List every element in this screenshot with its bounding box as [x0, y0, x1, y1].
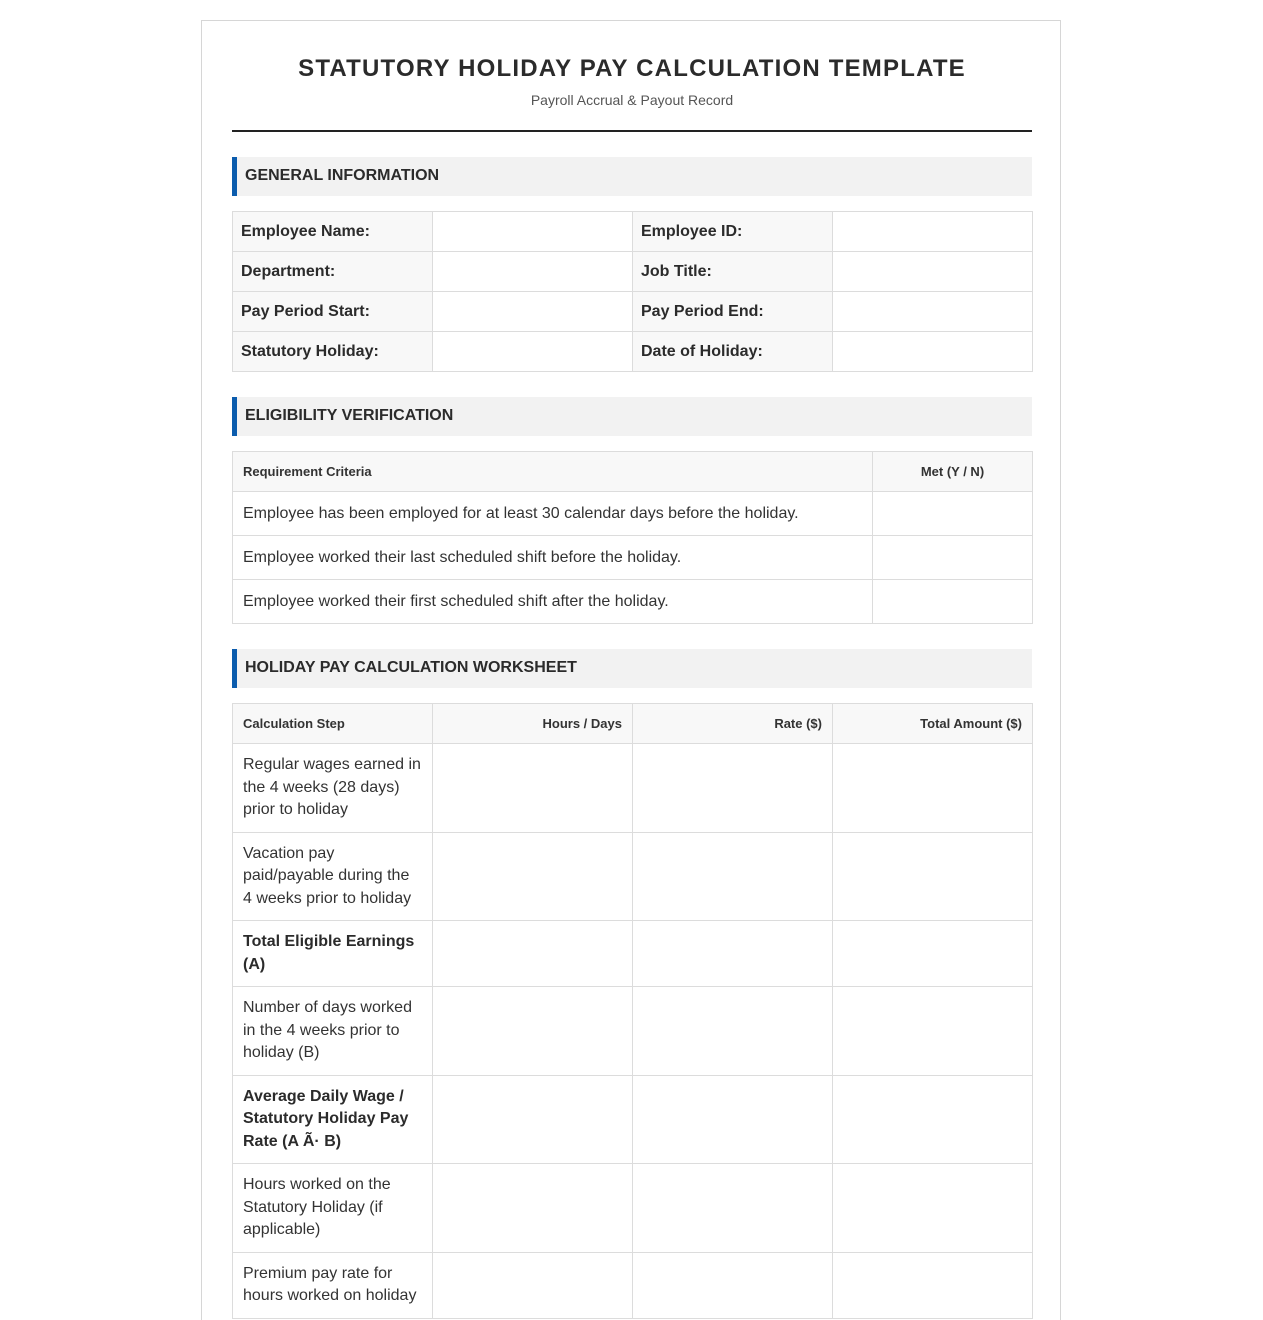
field-label-pay-period-start: Pay Period Start:: [233, 292, 433, 332]
calculation-step: Total Eligible Earnings (A): [233, 921, 433, 987]
employee-name-field[interactable]: [433, 212, 633, 252]
rate-field[interactable]: [633, 987, 833, 1076]
hours-field[interactable]: [433, 921, 633, 987]
employee-id-field[interactable]: [833, 212, 1033, 252]
met-field[interactable]: [873, 580, 1033, 624]
header-divider: [232, 130, 1032, 132]
column-header-step: Calculation Step: [233, 704, 433, 744]
field-label-job-title: Job Title:: [633, 252, 833, 292]
calculation-step: Number of days worked in the 4 weeks prior to holiday (B): [233, 987, 433, 1076]
section-heading-worksheet: HOLIDAY PAY CALCULATION WORKSHEET: [232, 649, 1032, 688]
document-title: STATUTORY HOLIDAY PAY CALCULATION TEMPLATE: [298, 55, 966, 82]
hours-field[interactable]: [433, 1075, 633, 1164]
pay-period-end-field[interactable]: [833, 292, 1033, 332]
table-row: [233, 492, 1033, 536]
pay-period-start-field[interactable]: [433, 292, 633, 332]
column-header-met: Met (Y / N): [873, 452, 1033, 492]
calculation-step: Regular wages earned in the 4 weeks (28 days) prior to holiday: [233, 744, 433, 833]
field-label-department: Department:: [233, 252, 433, 292]
table-row: [233, 987, 1033, 1076]
general-info-table: [232, 211, 1033, 372]
rate-field[interactable]: [633, 1164, 833, 1253]
criteria-text: Employee has been employed for at least 30 calendar days before the holiday.: [233, 492, 873, 536]
field-label-pay-period-end: Pay Period End:: [633, 292, 833, 332]
department-field[interactable]: [433, 252, 633, 292]
hours-field[interactable]: [433, 744, 633, 833]
table-row: [233, 921, 1033, 987]
total-field[interactable]: [833, 921, 1033, 987]
calculation-step: Average Daily Wage / Statutory Holiday Pay Rate (A Ã· B): [233, 1075, 433, 1164]
rate-field[interactable]: [633, 832, 833, 921]
column-header-rate: Rate ($): [633, 704, 833, 744]
calculation-step: Premium pay rate for hours worked on holiday: [233, 1252, 433, 1318]
total-field[interactable]: [833, 1252, 1033, 1318]
eligibility-table: [232, 451, 1033, 624]
total-field[interactable]: [833, 1075, 1033, 1164]
table-header-row: [233, 704, 1033, 744]
table-row: [233, 536, 1033, 580]
hours-field[interactable]: [433, 1164, 633, 1253]
document-page: [201, 20, 1061, 1320]
table-row: [233, 1164, 1033, 1253]
table-row: [233, 332, 1033, 372]
calculation-step: Vacation pay paid/payable during the 4 weeks prior to holiday: [233, 832, 433, 921]
table-row: [233, 252, 1033, 292]
table-row: [233, 212, 1033, 252]
hours-field[interactable]: [433, 1252, 633, 1318]
date-of-holiday-field[interactable]: [833, 332, 1033, 372]
hours-field[interactable]: [433, 832, 633, 921]
column-header-criteria: Requirement Criteria: [233, 452, 873, 492]
total-field[interactable]: [833, 1164, 1033, 1253]
field-label-employee-id: Employee ID:: [633, 212, 833, 252]
total-field[interactable]: [833, 832, 1033, 921]
worksheet-table: [232, 703, 1033, 1319]
table-row: [233, 292, 1033, 332]
field-label-statutory-holiday: Statutory Holiday:: [233, 332, 433, 372]
field-label-employee-name: Employee Name:: [233, 212, 433, 252]
field-label-date-of-holiday: Date of Holiday:: [633, 332, 833, 372]
document-subtitle: Payroll Accrual & Payout Record: [530, 92, 734, 108]
section-heading-general: GENERAL INFORMATION: [232, 157, 1032, 196]
rate-field[interactable]: [633, 1252, 833, 1318]
table-row: [233, 1075, 1033, 1164]
criteria-text: Employee worked their first scheduled shift after the holiday.: [233, 580, 873, 624]
table-row: [233, 580, 1033, 624]
criteria-text: Employee worked their last scheduled shift before the holiday.: [233, 536, 873, 580]
table-row: [233, 832, 1033, 921]
rate-field[interactable]: [633, 1075, 833, 1164]
total-field[interactable]: [833, 987, 1033, 1076]
total-field[interactable]: [833, 744, 1033, 833]
section-heading-eligibility: ELIGIBILITY VERIFICATION: [232, 397, 1032, 436]
table-row: [233, 1252, 1033, 1318]
hours-field[interactable]: [433, 987, 633, 1076]
table-row: [233, 744, 1033, 833]
rate-field[interactable]: [633, 921, 833, 987]
column-header-total: Total Amount ($): [833, 704, 1033, 744]
met-field[interactable]: [873, 492, 1033, 536]
job-title-field[interactable]: [833, 252, 1033, 292]
column-header-hours: Hours / Days: [433, 704, 633, 744]
table-header-row: [233, 452, 1033, 492]
rate-field[interactable]: [633, 744, 833, 833]
calculation-step: Hours worked on the Statutory Holiday (if applicable): [233, 1164, 433, 1253]
met-field[interactable]: [873, 536, 1033, 580]
statutory-holiday-field[interactable]: [433, 332, 633, 372]
